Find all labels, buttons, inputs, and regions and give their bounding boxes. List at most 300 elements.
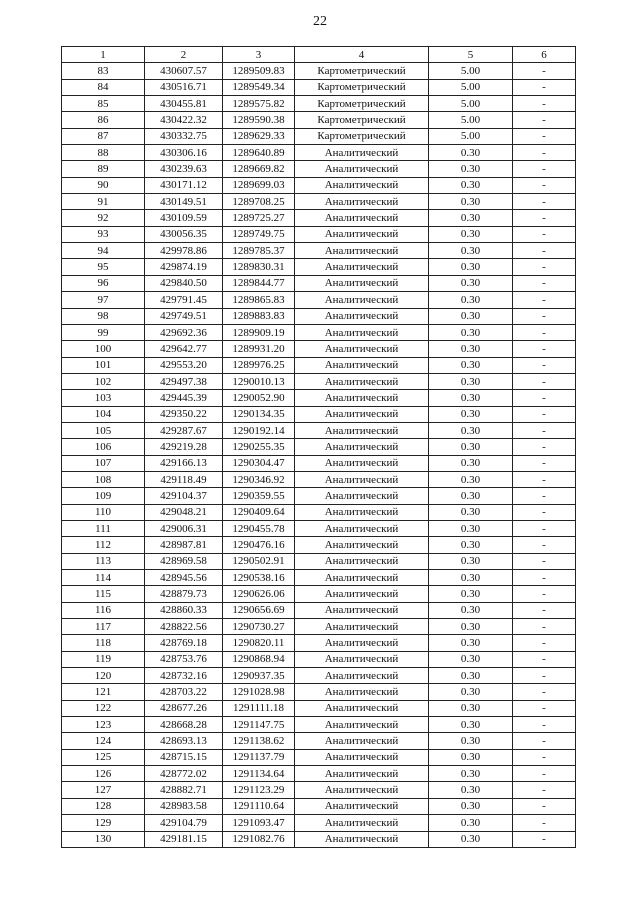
accuracy-cell: 0.30 [429, 439, 513, 455]
y-coordinate-cell: 1289575.82 [223, 96, 295, 112]
y-coordinate-cell: 1290052.90 [223, 390, 295, 406]
y-coordinate-cell: 1291093.47 [223, 815, 295, 831]
table-row [62, 422, 576, 438]
accuracy-cell: 0.30 [429, 161, 513, 177]
note-cell: - [513, 766, 576, 782]
table-row [62, 684, 576, 700]
note-cell: - [513, 488, 576, 504]
accuracy-cell: 0.30 [429, 275, 513, 291]
table-row [62, 324, 576, 340]
note-cell: - [513, 635, 576, 651]
accuracy-cell: 0.30 [429, 651, 513, 667]
y-coordinate-cell: 1291147.75 [223, 717, 295, 733]
y-coordinate-cell: 1291137.79 [223, 749, 295, 765]
method-cell: Аналитический [295, 439, 429, 455]
column-header-3: 3 [223, 47, 295, 63]
point-number-cell: 83 [62, 63, 145, 79]
point-number-cell: 100 [62, 341, 145, 357]
note-cell: - [513, 471, 576, 487]
note-cell: - [513, 553, 576, 569]
x-coordinate-cell: 428945.56 [145, 570, 223, 586]
y-coordinate-cell: 1290820.11 [223, 635, 295, 651]
x-coordinate-cell: 430109.59 [145, 210, 223, 226]
table-row [62, 243, 576, 259]
method-cell: Аналитический [295, 194, 429, 210]
point-number-cell: 102 [62, 373, 145, 389]
y-coordinate-cell: 1289629.33 [223, 128, 295, 144]
accuracy-cell: 0.30 [429, 668, 513, 684]
table-row [62, 651, 576, 667]
y-coordinate-cell: 1289725.27 [223, 210, 295, 226]
method-cell: Аналитический [295, 243, 429, 259]
point-number-cell: 127 [62, 782, 145, 798]
y-coordinate-cell: 1289708.25 [223, 194, 295, 210]
point-number-cell: 119 [62, 651, 145, 667]
accuracy-cell: 0.30 [429, 243, 513, 259]
x-coordinate-cell: 429006.31 [145, 520, 223, 536]
table-row [62, 390, 576, 406]
accuracy-cell: 0.30 [429, 684, 513, 700]
point-number-cell: 93 [62, 226, 145, 242]
method-cell: Картометрический [295, 112, 429, 128]
accuracy-cell: 0.30 [429, 455, 513, 471]
method-cell: Аналитический [295, 357, 429, 373]
x-coordinate-cell: 429445.39 [145, 390, 223, 406]
table-row [62, 798, 576, 814]
accuracy-cell: 0.30 [429, 766, 513, 782]
table-row [62, 357, 576, 373]
table-row [62, 782, 576, 798]
x-coordinate-cell: 428677.26 [145, 700, 223, 716]
table-row [62, 226, 576, 242]
table-row [62, 210, 576, 226]
accuracy-cell: 0.30 [429, 586, 513, 602]
method-cell: Аналитический [295, 390, 429, 406]
y-coordinate-cell: 1289883.83 [223, 308, 295, 324]
note-cell: - [513, 161, 576, 177]
y-coordinate-cell: 1291134.64 [223, 766, 295, 782]
method-cell: Аналитический [295, 782, 429, 798]
x-coordinate-cell: 430056.35 [145, 226, 223, 242]
method-cell: Аналитический [295, 488, 429, 504]
y-coordinate-cell: 1289669.82 [223, 161, 295, 177]
method-cell: Аналитический [295, 324, 429, 340]
y-coordinate-cell: 1290409.64 [223, 504, 295, 520]
table-row [62, 292, 576, 308]
note-cell: - [513, 226, 576, 242]
accuracy-cell: 0.30 [429, 635, 513, 651]
table-row [62, 194, 576, 210]
note-cell: - [513, 357, 576, 373]
x-coordinate-cell: 429749.51 [145, 308, 223, 324]
note-cell: - [513, 308, 576, 324]
x-coordinate-cell: 428983.58 [145, 798, 223, 814]
method-cell: Аналитический [295, 553, 429, 569]
x-coordinate-cell: 429791.45 [145, 292, 223, 308]
point-number-cell: 125 [62, 749, 145, 765]
method-cell: Аналитический [295, 520, 429, 536]
y-coordinate-cell: 1289785.37 [223, 243, 295, 259]
method-cell: Аналитический [295, 635, 429, 651]
point-number-cell: 88 [62, 145, 145, 161]
method-cell: Аналитический [295, 373, 429, 389]
accuracy-cell: 0.30 [429, 553, 513, 569]
x-coordinate-cell: 429874.19 [145, 259, 223, 275]
y-coordinate-cell: 1290455.78 [223, 520, 295, 536]
method-cell: Аналитический [295, 275, 429, 291]
note-cell: - [513, 815, 576, 831]
note-cell: - [513, 373, 576, 389]
table-row [62, 586, 576, 602]
accuracy-cell: 0.30 [429, 520, 513, 536]
method-cell: Аналитический [295, 684, 429, 700]
table-header-row [62, 47, 576, 63]
note-cell: - [513, 112, 576, 128]
accuracy-cell: 0.30 [429, 504, 513, 520]
method-cell: Аналитический [295, 341, 429, 357]
table-row [62, 406, 576, 422]
column-header-6: 6 [513, 47, 576, 63]
y-coordinate-cell: 1289749.75 [223, 226, 295, 242]
x-coordinate-cell: 428879.73 [145, 586, 223, 602]
method-cell: Аналитический [295, 406, 429, 422]
note-cell: - [513, 619, 576, 635]
point-number-cell: 122 [62, 700, 145, 716]
table-row [62, 749, 576, 765]
y-coordinate-cell: 1290346.92 [223, 471, 295, 487]
table-row [62, 488, 576, 504]
accuracy-cell: 0.30 [429, 537, 513, 553]
accuracy-cell: 0.30 [429, 406, 513, 422]
method-cell: Аналитический [295, 161, 429, 177]
point-number-cell: 92 [62, 210, 145, 226]
point-number-cell: 91 [62, 194, 145, 210]
method-cell: Аналитический [295, 504, 429, 520]
table-row [62, 602, 576, 618]
point-number-cell: 128 [62, 798, 145, 814]
point-number-cell: 123 [62, 717, 145, 733]
x-coordinate-cell: 430332.75 [145, 128, 223, 144]
accuracy-cell: 0.30 [429, 422, 513, 438]
note-cell: - [513, 275, 576, 291]
point-number-cell: 124 [62, 733, 145, 749]
note-cell: - [513, 668, 576, 684]
table-row [62, 831, 576, 847]
x-coordinate-cell: 429840.50 [145, 275, 223, 291]
method-cell: Аналитический [295, 586, 429, 602]
table-row [62, 504, 576, 520]
method-cell: Аналитический [295, 651, 429, 667]
method-cell: Аналитический [295, 798, 429, 814]
note-cell: - [513, 749, 576, 765]
accuracy-cell: 0.30 [429, 357, 513, 373]
y-coordinate-cell: 1291028.98 [223, 684, 295, 700]
accuracy-cell: 0.30 [429, 733, 513, 749]
method-cell: Аналитический [295, 733, 429, 749]
note-cell: - [513, 128, 576, 144]
point-number-cell: 95 [62, 259, 145, 275]
point-number-cell: 116 [62, 602, 145, 618]
note-cell: - [513, 390, 576, 406]
point-number-cell: 89 [62, 161, 145, 177]
point-number-cell: 90 [62, 177, 145, 193]
x-coordinate-cell: 428987.81 [145, 537, 223, 553]
point-number-cell: 109 [62, 488, 145, 504]
method-cell: Аналитический [295, 422, 429, 438]
y-coordinate-cell: 1289844.77 [223, 275, 295, 291]
method-cell: Картометрический [295, 79, 429, 95]
x-coordinate-cell: 428882.71 [145, 782, 223, 798]
table-row [62, 733, 576, 749]
y-coordinate-cell: 1289931.20 [223, 341, 295, 357]
point-number-cell: 99 [62, 324, 145, 340]
accuracy-cell: 5.00 [429, 112, 513, 128]
note-cell: - [513, 586, 576, 602]
note-cell: - [513, 520, 576, 536]
y-coordinate-cell: 1291111.18 [223, 700, 295, 716]
x-coordinate-cell: 430516.71 [145, 79, 223, 95]
note-cell: - [513, 602, 576, 618]
table-row [62, 145, 576, 161]
accuracy-cell: 0.30 [429, 815, 513, 831]
method-cell: Аналитический [295, 668, 429, 684]
table-row [62, 766, 576, 782]
note-cell: - [513, 439, 576, 455]
table-row [62, 275, 576, 291]
accuracy-cell: 0.30 [429, 602, 513, 618]
x-coordinate-cell: 430607.57 [145, 63, 223, 79]
point-number-cell: 112 [62, 537, 145, 553]
accuracy-cell: 0.30 [429, 570, 513, 586]
x-coordinate-cell: 430171.12 [145, 177, 223, 193]
table-row [62, 570, 576, 586]
note-cell: - [513, 422, 576, 438]
table-row [62, 177, 576, 193]
accuracy-cell: 0.30 [429, 292, 513, 308]
x-coordinate-cell: 428732.16 [145, 668, 223, 684]
coordinates-table [61, 46, 576, 848]
accuracy-cell: 0.30 [429, 324, 513, 340]
x-coordinate-cell: 429350.22 [145, 406, 223, 422]
x-coordinate-cell: 429978.86 [145, 243, 223, 259]
note-cell: - [513, 194, 576, 210]
y-coordinate-cell: 1290010.13 [223, 373, 295, 389]
method-cell: Картометрический [295, 128, 429, 144]
note-cell: - [513, 79, 576, 95]
point-number-cell: 84 [62, 79, 145, 95]
table-row [62, 537, 576, 553]
point-number-cell: 111 [62, 520, 145, 536]
accuracy-cell: 5.00 [429, 63, 513, 79]
x-coordinate-cell: 429166.13 [145, 455, 223, 471]
y-coordinate-cell: 1289699.03 [223, 177, 295, 193]
x-coordinate-cell: 430149.51 [145, 194, 223, 210]
page-number: 22 [313, 14, 327, 29]
x-coordinate-cell: 429287.67 [145, 422, 223, 438]
accuracy-cell: 0.30 [429, 210, 513, 226]
note-cell: - [513, 455, 576, 471]
method-cell: Картометрический [295, 96, 429, 112]
point-number-cell: 98 [62, 308, 145, 324]
note-cell: - [513, 259, 576, 275]
method-cell: Аналитический [295, 619, 429, 635]
note-cell: - [513, 341, 576, 357]
note-cell: - [513, 504, 576, 520]
method-cell: Аналитический [295, 145, 429, 161]
method-cell: Аналитический [295, 831, 429, 847]
x-coordinate-cell: 428772.02 [145, 766, 223, 782]
accuracy-cell: 5.00 [429, 128, 513, 144]
table-row [62, 815, 576, 831]
accuracy-cell: 0.30 [429, 798, 513, 814]
x-coordinate-cell: 429104.79 [145, 815, 223, 831]
point-number-cell: 104 [62, 406, 145, 422]
method-cell: Аналитический [295, 471, 429, 487]
column-header-1: 1 [62, 47, 145, 63]
method-cell: Аналитический [295, 700, 429, 716]
note-cell: - [513, 717, 576, 733]
method-cell: Аналитический [295, 292, 429, 308]
point-number-cell: 117 [62, 619, 145, 635]
y-coordinate-cell: 1290359.55 [223, 488, 295, 504]
table-row [62, 96, 576, 112]
table-row [62, 700, 576, 716]
method-cell: Аналитический [295, 308, 429, 324]
y-coordinate-cell: 1289549.34 [223, 79, 295, 95]
method-cell: Аналитический [295, 226, 429, 242]
point-number-cell: 85 [62, 96, 145, 112]
table-row [62, 259, 576, 275]
y-coordinate-cell: 1290730.27 [223, 619, 295, 635]
accuracy-cell: 0.30 [429, 717, 513, 733]
point-number-cell: 108 [62, 471, 145, 487]
table-row [62, 308, 576, 324]
accuracy-cell: 5.00 [429, 96, 513, 112]
method-cell: Аналитический [295, 210, 429, 226]
y-coordinate-cell: 1290304.47 [223, 455, 295, 471]
x-coordinate-cell: 429104.37 [145, 488, 223, 504]
method-cell: Аналитический [295, 815, 429, 831]
method-cell: Аналитический [295, 177, 429, 193]
accuracy-cell: 0.30 [429, 619, 513, 635]
column-header-5: 5 [429, 47, 513, 63]
accuracy-cell: 0.30 [429, 177, 513, 193]
x-coordinate-cell: 428822.56 [145, 619, 223, 635]
point-number-cell: 115 [62, 586, 145, 602]
y-coordinate-cell: 1289909.19 [223, 324, 295, 340]
point-number-cell: 105 [62, 422, 145, 438]
y-coordinate-cell: 1290476.16 [223, 537, 295, 553]
table-row [62, 128, 576, 144]
x-coordinate-cell: 428769.18 [145, 635, 223, 651]
y-coordinate-cell: 1290502.91 [223, 553, 295, 569]
y-coordinate-cell: 1289865.83 [223, 292, 295, 308]
y-coordinate-cell: 1290192.14 [223, 422, 295, 438]
point-number-cell: 126 [62, 766, 145, 782]
point-number-cell: 94 [62, 243, 145, 259]
x-coordinate-cell: 429497.38 [145, 373, 223, 389]
x-coordinate-cell: 428668.28 [145, 717, 223, 733]
accuracy-cell: 0.30 [429, 488, 513, 504]
point-number-cell: 113 [62, 553, 145, 569]
method-cell: Аналитический [295, 455, 429, 471]
table-row [62, 717, 576, 733]
accuracy-cell: 0.30 [429, 145, 513, 161]
y-coordinate-cell: 1290134.35 [223, 406, 295, 422]
table-row [62, 635, 576, 651]
note-cell: - [513, 96, 576, 112]
point-number-cell: 101 [62, 357, 145, 373]
table-body [62, 63, 576, 848]
note-cell: - [513, 733, 576, 749]
point-number-cell: 130 [62, 831, 145, 847]
accuracy-cell: 5.00 [429, 79, 513, 95]
x-coordinate-cell: 430306.16 [145, 145, 223, 161]
table-row [62, 112, 576, 128]
note-cell: - [513, 63, 576, 79]
column-header-2: 2 [145, 47, 223, 63]
x-coordinate-cell: 428693.13 [145, 733, 223, 749]
note-cell: - [513, 537, 576, 553]
note-cell: - [513, 292, 576, 308]
method-cell: Аналитический [295, 717, 429, 733]
x-coordinate-cell: 429118.49 [145, 471, 223, 487]
y-coordinate-cell: 1291082.76 [223, 831, 295, 847]
table-row [62, 373, 576, 389]
table-row [62, 619, 576, 635]
method-cell: Аналитический [295, 537, 429, 553]
accuracy-cell: 0.30 [429, 259, 513, 275]
accuracy-cell: 0.30 [429, 226, 513, 242]
note-cell: - [513, 831, 576, 847]
point-number-cell: 103 [62, 390, 145, 406]
x-coordinate-cell: 428860.33 [145, 602, 223, 618]
note-cell: - [513, 177, 576, 193]
note-cell: - [513, 700, 576, 716]
y-coordinate-cell: 1290626.06 [223, 586, 295, 602]
point-number-cell: 97 [62, 292, 145, 308]
table-row [62, 439, 576, 455]
accuracy-cell: 0.30 [429, 194, 513, 210]
x-coordinate-cell: 428715.15 [145, 749, 223, 765]
accuracy-cell: 0.30 [429, 471, 513, 487]
method-cell: Аналитический [295, 259, 429, 275]
accuracy-cell: 0.30 [429, 782, 513, 798]
table-row [62, 63, 576, 79]
method-cell: Аналитический [295, 570, 429, 586]
x-coordinate-cell: 429642.77 [145, 341, 223, 357]
accuracy-cell: 0.30 [429, 749, 513, 765]
y-coordinate-cell: 1291138.62 [223, 733, 295, 749]
x-coordinate-cell: 429048.21 [145, 504, 223, 520]
x-coordinate-cell: 429181.15 [145, 831, 223, 847]
note-cell: - [513, 210, 576, 226]
y-coordinate-cell: 1289976.25 [223, 357, 295, 373]
x-coordinate-cell: 430422.32 [145, 112, 223, 128]
point-number-cell: 87 [62, 128, 145, 144]
y-coordinate-cell: 1291110.64 [223, 798, 295, 814]
point-number-cell: 129 [62, 815, 145, 831]
table-row [62, 79, 576, 95]
y-coordinate-cell: 1290868.94 [223, 651, 295, 667]
accuracy-cell: 0.30 [429, 390, 513, 406]
x-coordinate-cell: 429692.36 [145, 324, 223, 340]
method-cell: Аналитический [295, 766, 429, 782]
y-coordinate-cell: 1289509.83 [223, 63, 295, 79]
point-number-cell: 120 [62, 668, 145, 684]
accuracy-cell: 0.30 [429, 700, 513, 716]
point-number-cell: 121 [62, 684, 145, 700]
